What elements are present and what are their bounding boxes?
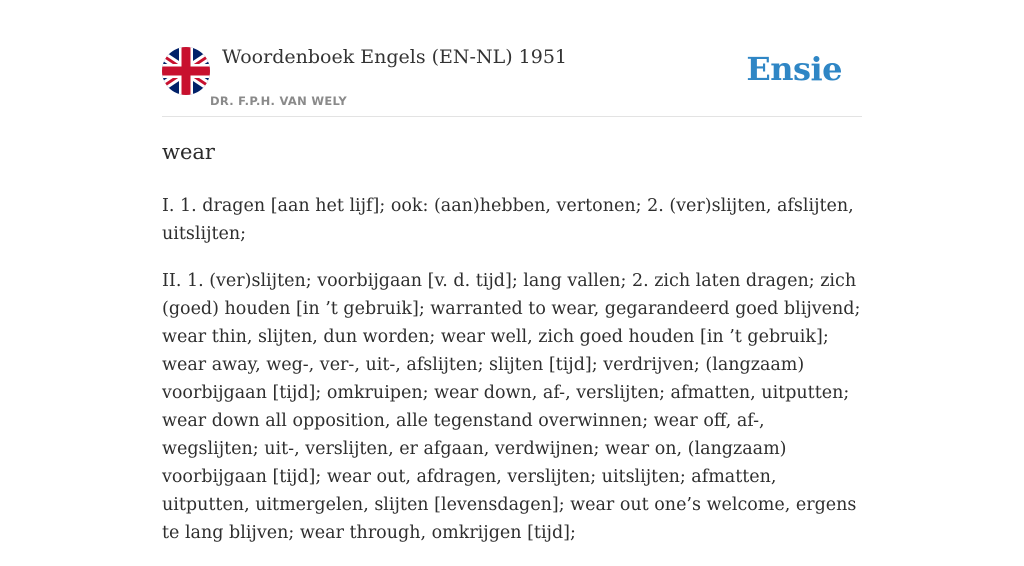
dictionary-title[interactable]: Woordenboek Engels (EN-NL) 1951 xyxy=(222,46,567,68)
entry-definition xyxy=(162,192,862,566)
definition-sense: II. 1. (ver)slijten; voorbijgaan [v. d. tijd]; lang vallen; 2. zich laten dragen; zich (goed) houden [in ’t gebruik]; warranted to wear, gegarandeerd goed blijvend; wear thin, slijten, dun worden; wear well, zich goed houden [in ’t gebruik]; wear away, weg-, ver-, uit-, afslijten; slijten [tijd]; verdrijven; (langzaam) voorbijgaan [tijd]; omkruipen; wear down, af-, verslijten; afmatten, uitputten; wear down all opposition, alle tegenstand overwinnen; wear off, af-, wegslijten; uit-, verslijten, er afgaan, verdwijnen; wear on, (langzaam) voorbijgaan [tijd]; wear out, afdragen, verslijten; uitslijten; afmatten, uitputten, uitmergelen, slijten [levensdagen]; wear out one’s welcome, ergens te lang blijven; wear through, omkrijgen [tijd]; xyxy=(162,271,861,543)
dictionary-header xyxy=(162,44,862,117)
dictionary-author: DR. F.P.H. VAN WELY xyxy=(210,94,347,108)
entry-headword: wear xyxy=(162,140,215,164)
definition-sense: I. 1. dragen [aan het lijf]; ook: (aan)hebben, vertonen; 2. (ver)slijten, afslijten, uitslijten; xyxy=(162,196,854,244)
uk-flag-icon xyxy=(162,47,210,95)
ensie-logo-link[interactable]: Ensie xyxy=(746,50,842,88)
